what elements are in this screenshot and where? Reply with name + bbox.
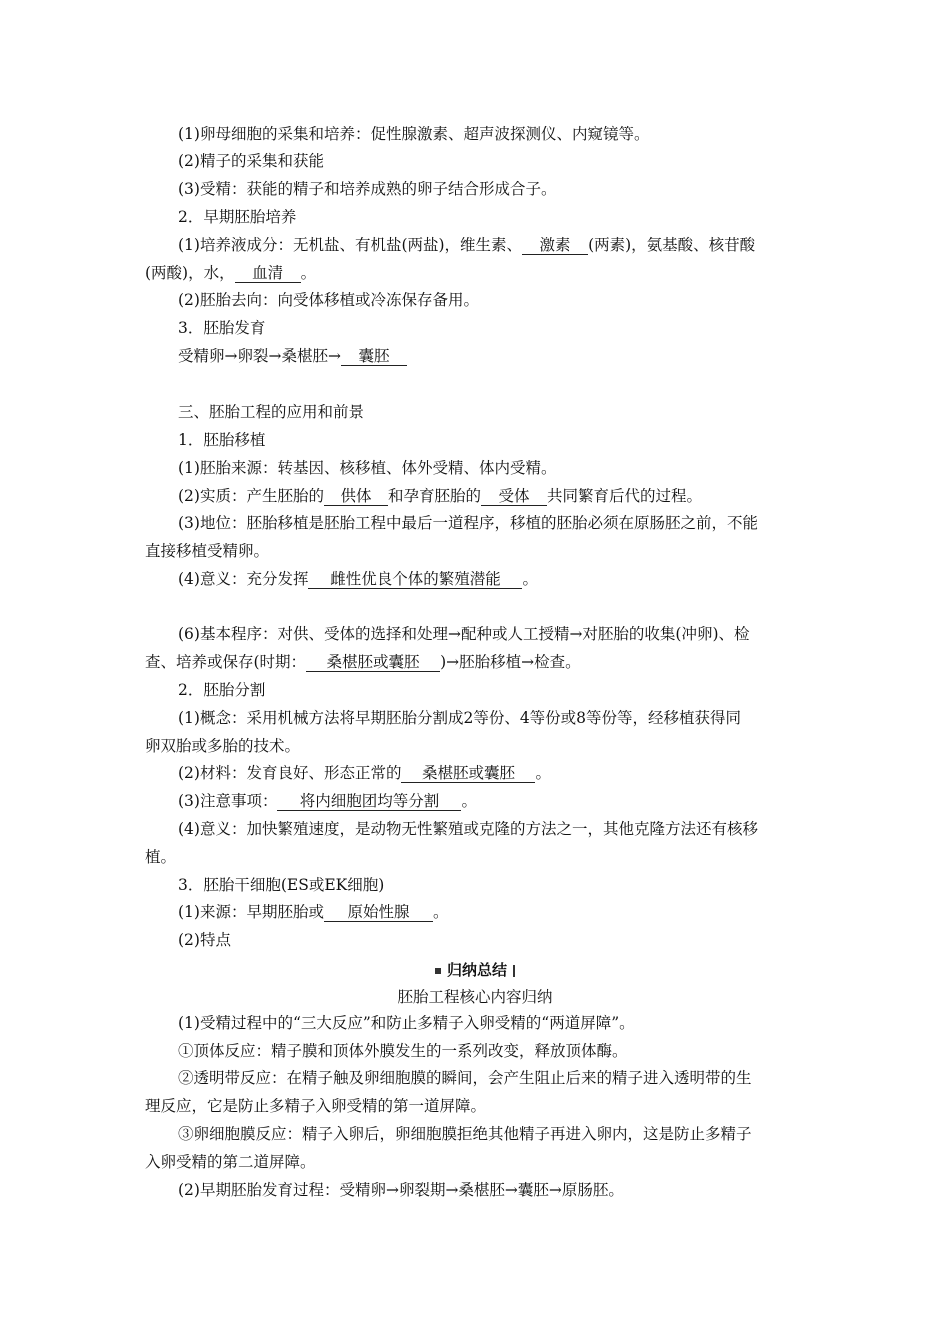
text: 。 xyxy=(461,792,477,810)
status-line: (3)地位：胚胎移植是胚胎工程中最后一道程序，移植的胚胎必须在原肠胚之前，不能 xyxy=(178,514,758,532)
heading-embryo-transfer: 1．胚胎移植 xyxy=(178,431,266,449)
blank-note: 将内细胞团均等分割 xyxy=(277,792,461,811)
blank-gonad: 原始性腺 xyxy=(324,903,433,922)
heading-stem-cells: 3．胚胎干细胞(ES或EK细胞) xyxy=(178,876,385,894)
heading-embryo-splitting: 2．胚胎分割 xyxy=(178,681,266,699)
development-line xyxy=(178,346,407,366)
summary-title: 胚胎工程核心内容归纳 xyxy=(397,988,553,1006)
concept-line: (1)概念：采用机械方法将早期胚胎分割成2等份、4等份或8等份等，经移植获得同 xyxy=(178,709,742,727)
text: 。 xyxy=(300,264,317,282)
embryo-destination-line: (2)胚胎去向：向受体移植或冷冻保存备用。 xyxy=(178,291,479,309)
membrane-reaction-line: ③卵细胞膜反应：精子入卵后，卵细胞膜拒绝其他精子再进入卵内，这是防止多精子 xyxy=(178,1125,752,1143)
heading-embryo-development: 3．胚胎发育 xyxy=(178,319,266,337)
culture-medium-line xyxy=(178,235,755,255)
status-line-2: 直接移植受精卵。 xyxy=(145,542,270,560)
section-3-heading: 三、胚胎工程的应用和前景 xyxy=(178,403,365,421)
procedure-line-2 xyxy=(145,652,581,672)
summary-banner xyxy=(0,959,950,980)
significance-line xyxy=(178,569,538,589)
blank-hormone: 激素 xyxy=(522,236,588,255)
oocyte-line: (1)卵母细胞的采集和培养：促性腺激素、超声波探测仪、内窥镜等。 xyxy=(178,125,650,143)
heading-embryo-culture: 2．早期胚胎培养 xyxy=(178,208,297,226)
notes-line xyxy=(178,791,477,811)
blank-recipient: 受体 xyxy=(481,487,547,506)
summary-line-1: (1)受精过程中的“三大反应”和防止多精子入卵受精的“两道屏障”。 xyxy=(178,1014,635,1032)
blank-serum: 血清 xyxy=(235,264,301,283)
text: (两酸)，水， xyxy=(145,264,235,282)
text: 共同繁育后代的过程。 xyxy=(546,487,702,505)
blank-potential: 雌性优良个体的繁殖潜能 xyxy=(308,570,522,589)
text: 查、培养或保存(时期： xyxy=(145,653,307,671)
splitting-significance-line-2: 植。 xyxy=(145,848,177,866)
splitting-significance-line: (4)意义：加快繁殖速度，是动物无性繁殖或克隆的方法之一，其他克隆方法还有核移 xyxy=(178,820,758,838)
zona-reaction-line-2: 理反应，它是防止多精子入卵受精的第一道屏障。 xyxy=(145,1097,487,1115)
text: )→胚胎移植→检查。 xyxy=(440,653,581,671)
bar-mark-icon xyxy=(513,965,515,977)
text: (4)意义：充分发挥 xyxy=(178,570,309,588)
square-bullet-icon xyxy=(435,968,441,974)
text: (两素)，氨基酸、核苷酸 xyxy=(588,236,756,254)
text: 。 xyxy=(522,570,538,588)
blank-blastocyst: 囊胚 xyxy=(341,347,407,366)
summary-banner-text: 归纳总结 xyxy=(446,961,507,979)
stem-cell-source-line xyxy=(178,902,448,922)
zona-reaction-line: ②透明带反应：在精子触及卵细胞膜的瞬间，会产生阻止后来的精子进入透明带的生 xyxy=(178,1069,752,1087)
text: 。 xyxy=(432,903,449,921)
blank-material: 桑椹胚或囊胚 xyxy=(401,764,535,783)
concept-line-2: 卵双胎或多胎的技术。 xyxy=(145,737,301,755)
embryo-source-line: (1)胚胎来源：转基因、核移植、体外受精、体内受精。 xyxy=(178,459,557,477)
text: (3)注意事项： xyxy=(178,792,278,810)
material-line xyxy=(178,763,551,783)
membrane-reaction-line-2: 入卵受精的第二道屏障。 xyxy=(145,1153,316,1171)
procedure-line: (6)基本程序：对供、受体的选择和处理→配种或人工授精→对胚胎的收集(冲卵)、检 xyxy=(178,625,750,643)
stem-cell-features-line: (2)特点 xyxy=(178,931,231,949)
sperm-line: (2)精子的采集和获能 xyxy=(178,152,324,170)
fertilization-line: (3)受精：获能的精子和培养成熟的卵子结合形成合子。 xyxy=(178,180,557,198)
blank-stage: 桑椹胚或囊胚 xyxy=(306,653,440,672)
text: 。 xyxy=(535,764,551,782)
blank-donor: 供体 xyxy=(324,487,388,506)
text: 受精卵→卵裂→桑椹胚→ xyxy=(178,347,341,365)
text: (1)培养液成分：无机盐、有机盐(两盐)，维生素、 xyxy=(178,236,523,254)
text: (2)实质：产生胚胎的 xyxy=(178,487,324,505)
text: (2)材料：发育良好、形态正常的 xyxy=(178,764,402,782)
text: 和孕育胚胎的 xyxy=(387,487,481,505)
culture-medium-line-2 xyxy=(145,263,316,283)
essence-line xyxy=(178,486,702,506)
early-development-line: (2)早期胚胎发育过程：受精卵→卵裂期→桑椹胚→囊胚→原肠胚。 xyxy=(178,1181,624,1199)
acrosome-reaction-line: ①顶体反应：精子膜和顶体外膜发生的一系列改变，释放顶体酶。 xyxy=(178,1042,628,1060)
text: (1)来源：早期胚胎或 xyxy=(178,903,324,921)
